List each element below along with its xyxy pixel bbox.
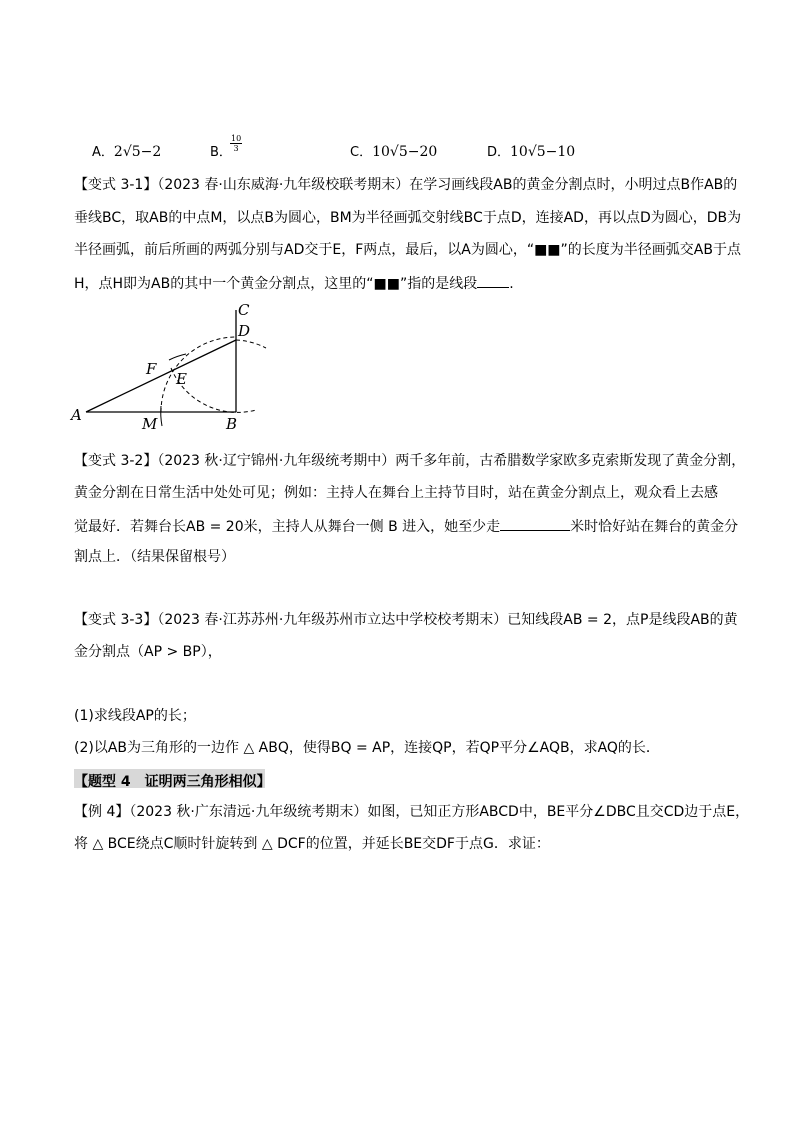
label-a: A <box>71 406 82 424</box>
option-d-value: 10√5−10 <box>510 144 576 160</box>
label-m: M <box>142 415 158 433</box>
variant33-line2: 金分割点（AP > BP）， <box>74 644 222 660</box>
option-d <box>487 141 575 160</box>
variant31-line4-end: . <box>509 276 514 292</box>
option-c-value: 10√5−20 <box>372 144 438 160</box>
example4-line1: 【例 4】（2023 秋·广东清远·九年级统考期末）如图，已知正方形ABCD中，BE平分∠DBC且交CD边于点E， <box>74 804 750 820</box>
variant32-line3-end: 米时恰好站在舞台的黄金分 <box>570 519 739 535</box>
option-c <box>350 141 437 160</box>
option-b-denominator: 3 <box>233 144 239 153</box>
arc-d-top <box>236 340 266 348</box>
variant31-line4 <box>74 275 514 291</box>
variant31-line1: 【变式 3-1】（2023 春·山东威海·九年级校联考期末）在学习画线段AB的黄金分割点时，小明过点B作AB的 <box>74 177 738 193</box>
variant32-line3 <box>74 518 738 534</box>
option-a-value: 2√5−2 <box>113 144 162 160</box>
label-b: B <box>226 415 238 433</box>
option-b-fraction <box>230 134 242 153</box>
variant32-line3-text: 觉最好．若舞台长AB = 20米，主持人从舞台一侧 B 进入，她至少走 <box>74 519 501 535</box>
answer-blank <box>500 518 570 531</box>
example4-line2: 将 △ BCE绕点C顺时针旋转到 △ DCF的位置，并延长BE交DF于点G．求证： <box>74 836 550 852</box>
section-heading: 【题型 4 证明两三角形相似】 <box>74 774 271 790</box>
option-b <box>210 141 232 160</box>
option-b-numerator: 10 <box>231 134 242 143</box>
geometry-figure <box>66 298 276 436</box>
option-c-label: C． <box>350 145 373 160</box>
option-a-label: A． <box>92 145 114 160</box>
variant33-q1: (1)求线段AP的长； <box>74 708 196 724</box>
variant31-line4-text: H，点H即为AB的其中一个黄金分割点，这里的“■■”指的是线段 <box>74 276 478 292</box>
variant33-q2: (2)以AB为三角形的一边作 △ ABQ，使得BQ = AP，连接QP，若QP平分∠AQB，求AQ的长． <box>74 740 660 756</box>
label-c: C <box>238 301 250 319</box>
option-d-label: D． <box>487 145 511 160</box>
variant32-line4: 割点上．（结果保留根号） <box>74 549 235 565</box>
variant31-line3: 半径画弧，前后所画的两弧分别与AD交于E，F两点，最后，以A为圆心，“■■”的长度为半径画弧交AB于点 <box>74 242 741 258</box>
answer-blank <box>477 275 509 288</box>
segment-ad <box>86 340 236 412</box>
label-e: E <box>176 370 187 388</box>
variant33-line1: 【变式 3-3】（2023 春·江苏苏州·九年级苏州市立达中学校校考期末）已知线段AB = 2，点P是线段AB的黄 <box>74 612 738 628</box>
variant32-line1: 【变式 3-2】（2023 秋·辽宁锦州·九年级统考期中）两千多年前，古希腊数学家欧多克索斯发现了黄金分割， <box>74 453 746 469</box>
label-d: D <box>238 322 251 340</box>
label-f: F <box>146 360 157 378</box>
option-a <box>92 141 161 160</box>
variant32-line2: 黄金分割在日常生活中处处可见；例如：主持人在舞台上主持节目时，站在黄金分割点上，观众看上去感 <box>74 485 718 501</box>
option-b-label: B． <box>210 145 232 160</box>
variant31-line2: 垂线BC，取AB的中点M，以点B为圆心，BM为半径画弧交射线BC于点D，连接AD，再以点D为圆心，DB为 <box>74 210 742 226</box>
